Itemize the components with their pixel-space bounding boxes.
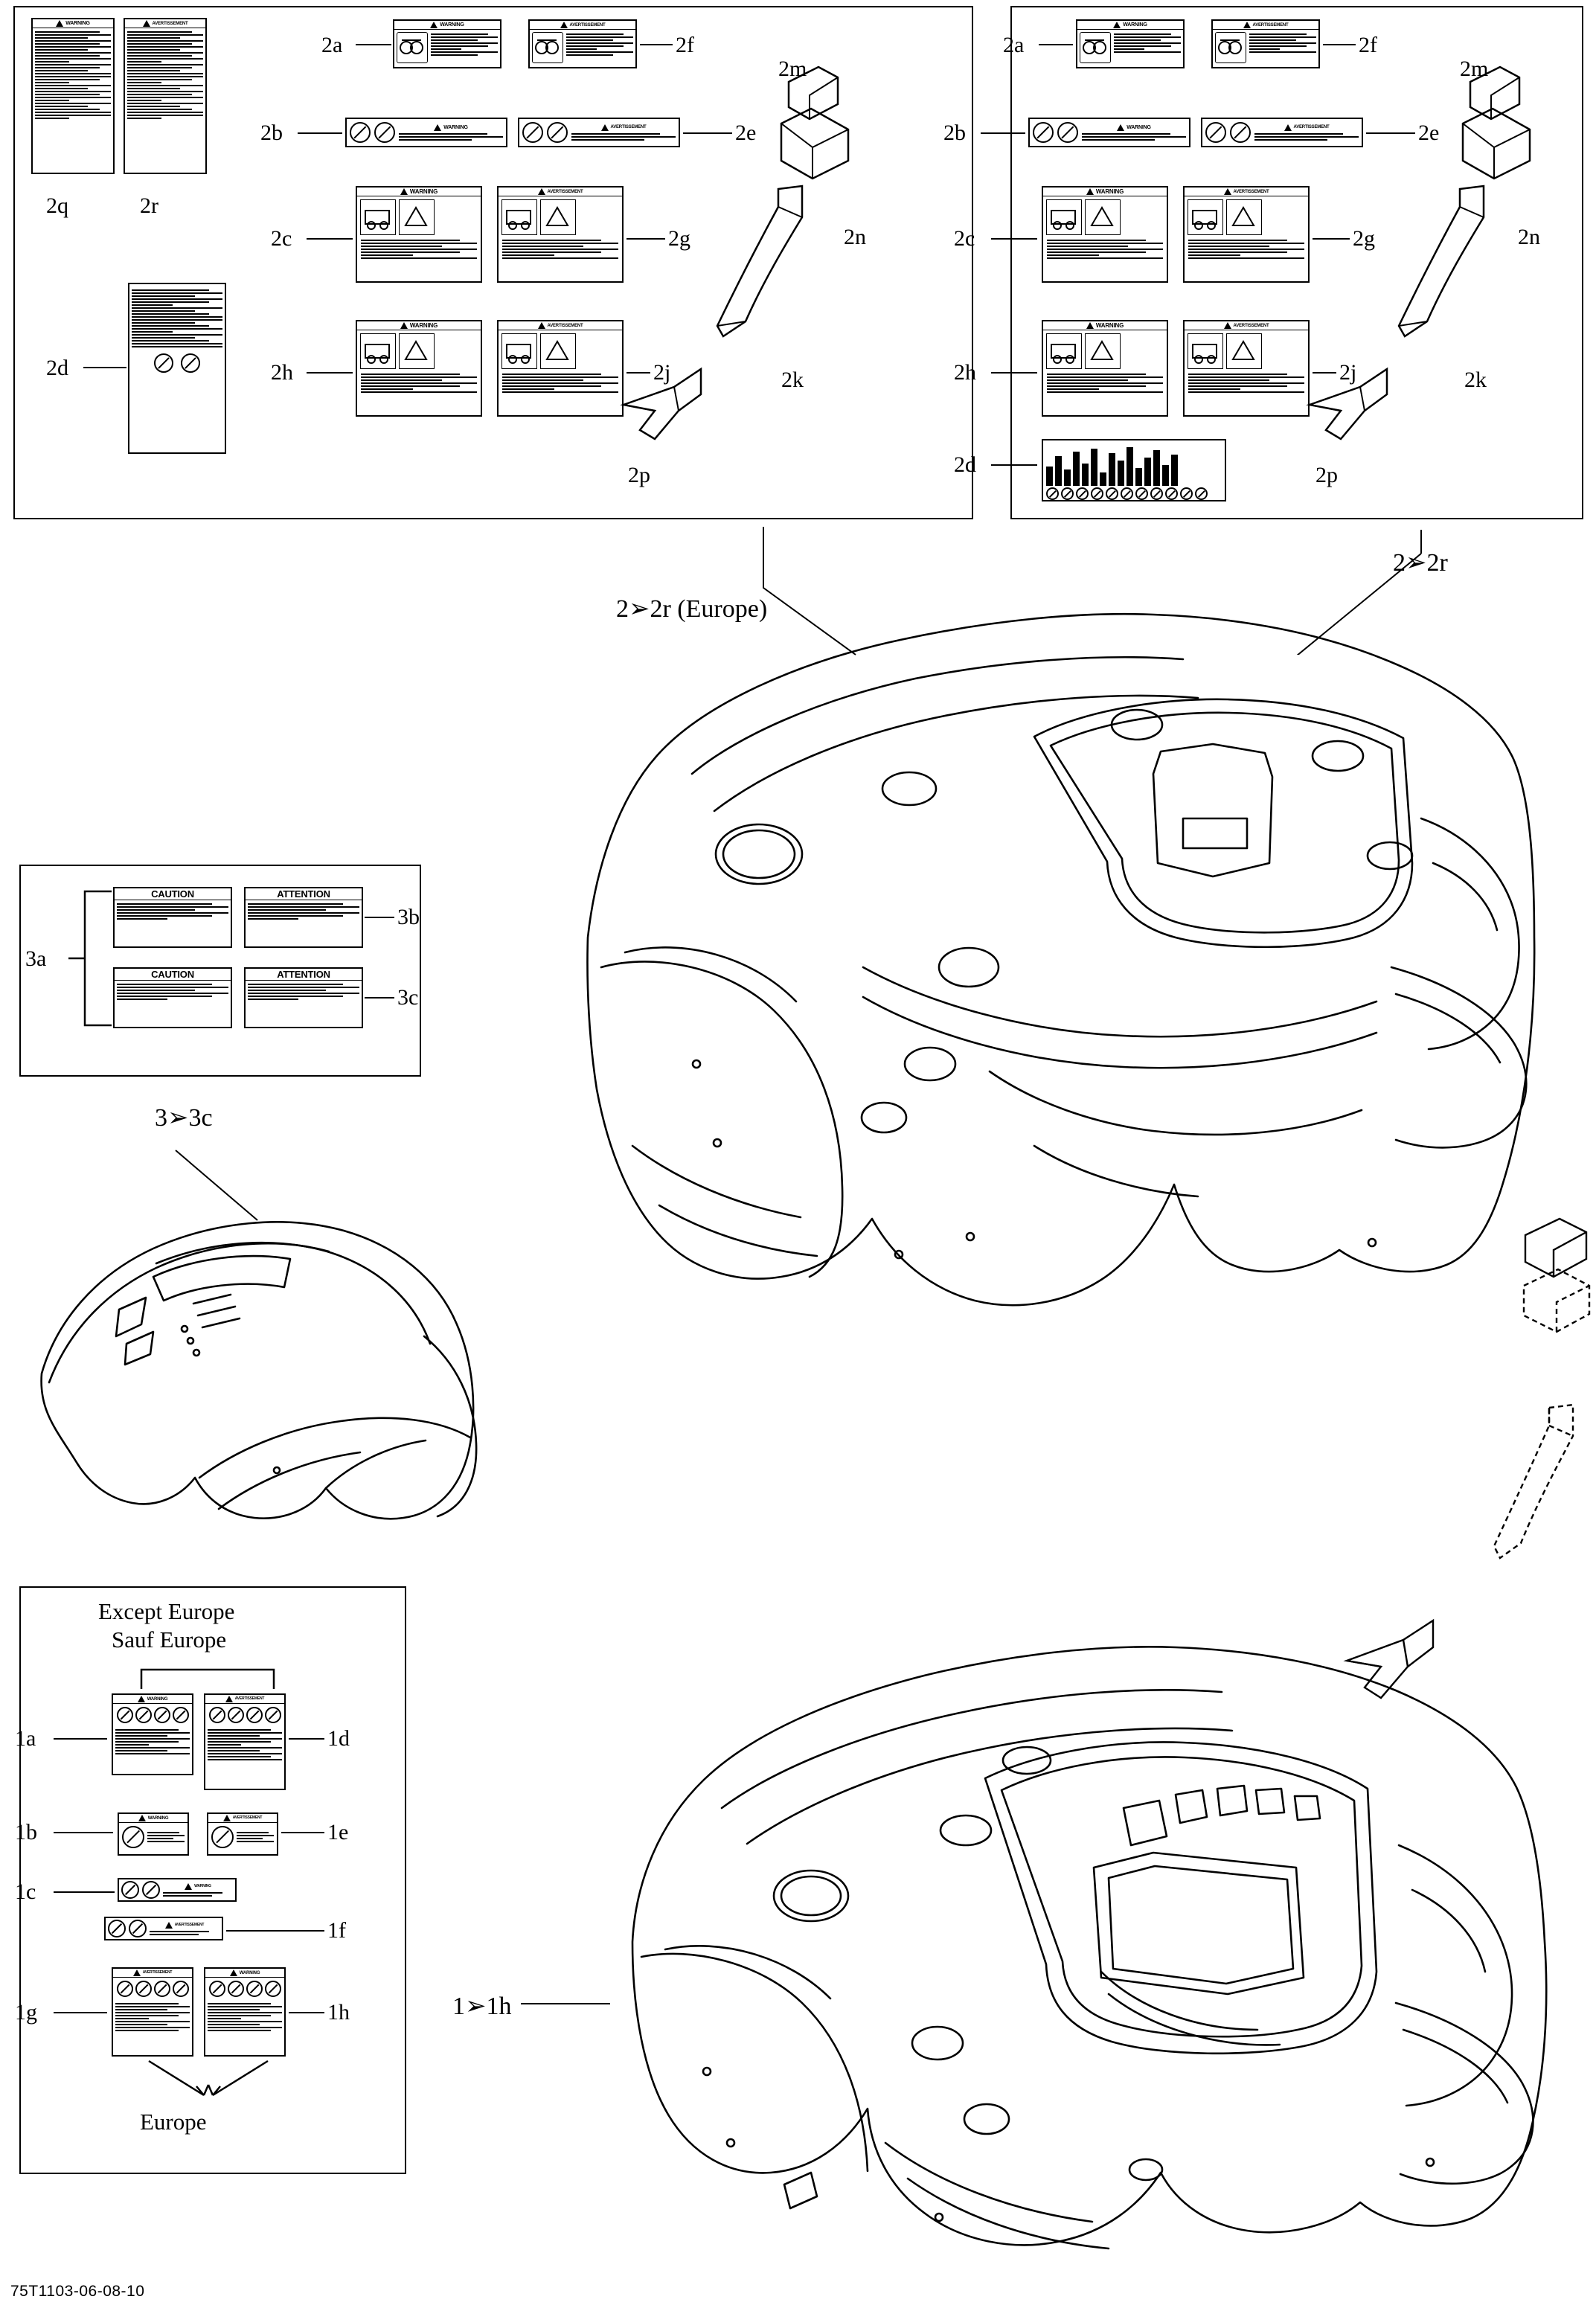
prohibition-icon: [209, 1707, 225, 1723]
warning-triangle-icon: [430, 22, 438, 28]
decal-header-text: AVERTISSEMENT: [547, 189, 583, 194]
chart-bar: [1135, 468, 1142, 486]
decal-illustration: [360, 333, 396, 369]
label-2f: 2f: [676, 33, 694, 57]
decal-header-text: WARNING: [239, 1970, 260, 1975]
decal-2r: [124, 18, 207, 174]
prohibition-icon: [1205, 122, 1226, 143]
panel-1-title-en: Except Europe: [98, 1598, 235, 1624]
decal-header-text: ATTENTION: [277, 888, 330, 900]
chart-bar: [1055, 456, 1062, 486]
warning-triangle-icon: [1284, 124, 1292, 131]
decal-header-text: AVERTISSEMENT: [1252, 22, 1289, 28]
prohibition-icon: [522, 122, 543, 143]
label-2k: 2k: [781, 368, 804, 392]
decal-illustration: [397, 32, 428, 63]
part-rear-body-panel: [513, 551, 1585, 1540]
prohibition-icon: [154, 353, 173, 373]
chart-bar: [1144, 458, 1151, 486]
warning-triangle-icon: [138, 1696, 145, 1702]
decal-illustration: [1226, 199, 1262, 235]
chart-bar: [1109, 453, 1115, 486]
decal-1b: [118, 1812, 189, 1856]
label-2k: 2k: [1464, 368, 1487, 392]
label-2h: 2h: [954, 360, 976, 385]
prohibition-icon: [209, 1981, 225, 1997]
caption-2-europe: 2➢2r (Europe): [616, 595, 768, 623]
decal-illustration: [1188, 333, 1223, 369]
leader-1d: [289, 1738, 324, 1740]
chart-bar: [1064, 469, 1071, 486]
warning-triangle-icon: [560, 22, 568, 28]
decal-1e: [207, 1812, 278, 1856]
prohibition-icon: [117, 1981, 133, 1997]
decal-header-text: WARNING: [443, 124, 468, 130]
leader-3c: [365, 997, 394, 999]
decal-header-text: WARNING: [65, 21, 90, 26]
bracket-top: [122, 1659, 293, 1692]
decal-header-text: AVERTISSEMENT: [610, 125, 647, 129]
chart-bar: [1100, 472, 1106, 486]
decal-illustration: [540, 199, 576, 235]
prohibition-icon: [1057, 122, 1078, 143]
label-2e: 2e: [1418, 121, 1440, 145]
prohibition-icon: [173, 1981, 189, 1997]
decal-illustration: [540, 333, 576, 369]
leader-2a: [356, 44, 391, 45]
decal-2g: [497, 186, 624, 283]
decal-header-text: AVERTISSEMENT: [174, 1922, 205, 1927]
decal-header-text: AVERTISSEMENT: [1233, 189, 1269, 194]
prohibition-icon: [135, 1707, 152, 1723]
chart-bar: [1118, 461, 1124, 486]
prohibition-icon: [265, 1981, 281, 1997]
decal-header-text: WARNING: [194, 1883, 211, 1888]
decal-1a: [112, 1693, 193, 1775]
decal-header-text: AVERTISSEMENT: [152, 21, 188, 26]
label-1d: 1d: [327, 1726, 350, 1751]
chart-bar: [1171, 455, 1178, 486]
decal-2d: [1042, 439, 1226, 501]
decal-header-text: CAUTION: [151, 888, 194, 900]
label-2a: 2a: [321, 33, 343, 57]
drawing-code: 75T1103-06-08-10: [10, 2283, 145, 2300]
label-1c: 1c: [15, 1879, 36, 1904]
decal-header-text: AVERTISSEMENT: [1233, 323, 1269, 328]
decal-2f: [528, 19, 637, 68]
chart-bar: [1091, 449, 1097, 486]
leader-1a: [54, 1738, 107, 1740]
label-2j: 2j: [1339, 360, 1357, 385]
decal-2h: [1042, 320, 1168, 417]
prohibition-icon: [117, 1707, 133, 1723]
chart-bar: [1046, 467, 1053, 486]
label-2p: 2p: [628, 463, 650, 487]
decal-header-text: AVERTISSEMENT: [142, 1970, 173, 1975]
decal-header-text: WARNING: [440, 22, 464, 28]
decal-2e: [518, 118, 680, 147]
leader-2b: [298, 132, 342, 134]
prohibition-icon: [122, 1826, 144, 1848]
prohibition-icon: [1046, 487, 1059, 500]
warning-triangle-icon: [400, 188, 408, 195]
decal-1c: [118, 1878, 237, 1902]
label-2h: 2h: [271, 360, 293, 385]
warning-triangle-icon: [1086, 188, 1094, 195]
caption-3: 3➢3c: [155, 1104, 213, 1132]
bracket-bottom: [122, 2060, 293, 2104]
prohibition-icon: [265, 1707, 281, 1723]
prohibition-icon: [374, 122, 395, 143]
decal-1d: [204, 1693, 286, 1790]
decal-2j: [1183, 320, 1310, 417]
prohibition-icon: [1033, 122, 1054, 143]
warning-triangle-icon: [400, 322, 408, 329]
prohibition-icon: [246, 1981, 263, 1997]
chart-bar: [1153, 450, 1160, 486]
label-2f: 2f: [1359, 33, 1377, 57]
leader-2c: [307, 238, 353, 240]
warning-triangle-icon: [1224, 188, 1231, 195]
prohibition-icon: [228, 1707, 244, 1723]
label-2j: 2j: [653, 360, 671, 385]
chart-bar: [1127, 447, 1133, 486]
chart-bar: [1162, 465, 1169, 486]
leader-1e: [281, 1832, 324, 1833]
chart-bar: [1082, 464, 1089, 486]
decal-header-text: WARNING: [1127, 124, 1151, 130]
decal-header-text: WARNING: [1095, 321, 1124, 329]
decal-illustration: [399, 333, 435, 369]
leader-1b: [54, 1832, 113, 1833]
prohibition-icon: [154, 1707, 170, 1723]
prohibition-icon: [181, 353, 200, 373]
decal-2a: [1076, 19, 1185, 68]
decal-header-text: AVERTISSEMENT: [547, 323, 583, 328]
warning-triangle-icon: [1224, 322, 1231, 329]
decal-illustration: [1188, 199, 1223, 235]
bracket-3a: [65, 887, 118, 1030]
prohibition-icon: [547, 122, 568, 143]
warning-triangle-icon: [138, 1815, 146, 1821]
prohibition-icon: [121, 1881, 139, 1899]
label-2g: 2g: [668, 226, 690, 251]
prohibition-icon: [108, 1920, 126, 1937]
label-1e: 1e: [327, 1820, 349, 1844]
panel-decals-3: [19, 865, 421, 1077]
leader-2e: [1366, 132, 1415, 134]
leader-2c: [991, 238, 1037, 240]
chart-bar: [1073, 452, 1080, 486]
panel-decals-2-europe: [13, 6, 973, 519]
warning-triangle-icon: [538, 322, 545, 329]
prohibition-icon: [246, 1707, 263, 1723]
leader-1c: [54, 1891, 115, 1893]
leader-2b: [981, 132, 1025, 134]
decal-illustration: [1226, 333, 1262, 369]
label-2m: 2m: [1460, 57, 1489, 81]
warning-triangle-icon: [1243, 22, 1251, 28]
label-2a: 2a: [1003, 33, 1025, 57]
decal-header-text: CAUTION: [151, 969, 194, 980]
panel-1-title-fr: Sauf Europe: [112, 1626, 227, 1653]
decal-2f: [1211, 19, 1320, 68]
prohibition-icon: [142, 1881, 160, 1899]
decal-illustration: [532, 32, 563, 63]
part-trim-detached: [1481, 1399, 1596, 1615]
caption-2: 2➢2r: [1393, 549, 1448, 577]
leader-1g: [54, 2012, 107, 2013]
decal-2d: [128, 283, 226, 454]
part-front-body-panel: [588, 1622, 1592, 2307]
decal-2h: [356, 320, 482, 417]
decal-2a: [393, 19, 501, 68]
label-2q: 2q: [46, 193, 68, 218]
leader-2h: [307, 372, 353, 374]
label-3b: 3b: [397, 905, 420, 929]
leader-2f: [1323, 44, 1356, 45]
decal-header-text: AVERTISSEMENT: [232, 1815, 263, 1820]
part-center-console-panel: [7, 1205, 603, 1592]
leader-2e: [683, 132, 732, 134]
label-1h: 1h: [327, 2000, 350, 2025]
label-2b: 2b: [943, 121, 966, 145]
decal-header-text: WARNING: [409, 187, 438, 195]
decal-3b-attention: [244, 887, 363, 948]
prohibition-icon: [1135, 487, 1148, 500]
decal-illustration: [1215, 32, 1246, 63]
decal-header-text: WARNING: [1123, 22, 1147, 28]
leader-2g: [626, 238, 665, 240]
decal-1f: [104, 1917, 223, 1940]
leader-3b: [365, 917, 394, 918]
decal-illustration: [399, 199, 435, 235]
warning-triangle-icon: [56, 20, 63, 27]
label-1g: 1g: [15, 2000, 37, 2025]
leader-2d: [83, 367, 126, 368]
warning-triangle-icon: [601, 124, 609, 131]
decal-3c-caution: [113, 967, 232, 1028]
prohibition-icon: [1061, 487, 1074, 500]
decal-illustration: [1085, 199, 1121, 235]
decal-header-text: WARNING: [147, 1815, 169, 1821]
decal-illustration: [501, 333, 537, 369]
warning-triangle-icon: [223, 1815, 231, 1821]
label-1b: 1b: [15, 1820, 37, 1844]
decal-3c-attention: [244, 967, 363, 1028]
label-2r: 2r: [140, 193, 158, 218]
warning-triangle-icon: [1113, 22, 1121, 28]
decal-2b: [1028, 118, 1190, 147]
part-2p-clip: [1296, 350, 1408, 454]
leader-1h: [289, 2012, 324, 2013]
leader-2g: [1313, 238, 1350, 240]
warning-triangle-icon: [143, 20, 150, 27]
warning-triangle-icon: [434, 124, 441, 131]
warning-triangle-icon: [133, 1969, 141, 1976]
decal-header-text: AVERTISSEMENT: [234, 1696, 265, 1701]
prohibition-icon: [1121, 487, 1133, 500]
leader-2a: [1039, 44, 1073, 45]
panel-decals-2: [943, 6, 1583, 519]
label-2c: 2c: [954, 226, 975, 251]
decal-illustration: [360, 199, 396, 235]
decal-header-text: WARNING: [1095, 187, 1124, 195]
prohibition-icon: [1180, 487, 1193, 500]
label-2b: 2b: [260, 121, 283, 145]
label-2c: 2c: [271, 226, 292, 251]
caption-1: 1➢1h: [452, 1993, 512, 2020]
warning-triangle-icon: [538, 188, 545, 195]
panel-decals-1: [15, 1586, 406, 2174]
label-3c: 3c: [397, 985, 419, 1010]
warning-triangle-icon: [165, 1922, 173, 1929]
leader-2d: [991, 464, 1037, 466]
warning-triangle-icon: [1086, 322, 1094, 329]
decal-header-text: WARNING: [409, 321, 438, 329]
label-2n: 2n: [1518, 225, 1540, 249]
decal-2j: [497, 320, 624, 417]
decal-2e: [1201, 118, 1363, 147]
decal-header-text: AVERTISSEMENT: [569, 22, 606, 28]
decal-2g: [1183, 186, 1310, 283]
part-2p-clip: [610, 350, 722, 454]
label-2g: 2g: [1353, 226, 1375, 251]
prohibition-icon: [350, 122, 371, 143]
prohibition-icon: [1091, 487, 1103, 500]
label-2d: 2d: [954, 452, 976, 477]
panel-1-footer-title: Europe: [140, 2109, 207, 2135]
prohibition-icon: [129, 1920, 147, 1937]
warning-triangle-icon: [1117, 124, 1124, 131]
decal-1h: [204, 1967, 286, 2057]
part-brackets-detached: [1518, 1213, 1596, 1347]
decal-2b: [345, 118, 507, 147]
decal-illustration: [1080, 32, 1111, 63]
decal-2c: [356, 186, 482, 283]
decal-1g: [112, 1967, 193, 2057]
prohibition-icon: [1165, 487, 1178, 500]
prohibition-icon: [211, 1826, 234, 1848]
prohibition-icon: [1195, 487, 1208, 500]
decal-illustration: [1085, 333, 1121, 369]
warning-triangle-icon: [230, 1969, 237, 1976]
label-2e: 2e: [735, 121, 757, 145]
decal-2q: [31, 18, 115, 174]
warning-triangle-icon: [225, 1696, 233, 1702]
label-2p: 2p: [1315, 463, 1338, 487]
decal-illustration: [1046, 333, 1082, 369]
label-2m: 2m: [778, 57, 807, 81]
label-1a: 1a: [15, 1726, 36, 1751]
decal-header-text: ATTENTION: [277, 969, 330, 980]
label-2d: 2d: [46, 356, 68, 380]
label-1f: 1f: [327, 1918, 346, 1943]
prohibition-icon: [1076, 487, 1089, 500]
prohibition-icon: [154, 1981, 170, 1997]
leader-2f: [640, 44, 673, 45]
leader-2h: [991, 372, 1037, 374]
prohibition-icon: [135, 1981, 152, 1997]
decal-illustration: [501, 199, 537, 235]
prohibition-icon: [1106, 487, 1118, 500]
prohibition-icon: [1150, 487, 1163, 500]
decal-illustration: [1046, 199, 1082, 235]
decal-2c: [1042, 186, 1168, 283]
decal-3b-caution: [113, 887, 232, 948]
decal-header-text: WARNING: [147, 1696, 168, 1702]
prohibition-icon: [1230, 122, 1251, 143]
label-2n: 2n: [844, 225, 866, 249]
prohibition-icon: [228, 1981, 244, 1997]
decal-header-text: AVERTISSEMENT: [1293, 125, 1330, 129]
warning-triangle-icon: [185, 1883, 192, 1890]
label-3a: 3a: [25, 946, 47, 971]
prohibition-icon: [173, 1707, 189, 1723]
leader-1f: [226, 1930, 324, 1932]
